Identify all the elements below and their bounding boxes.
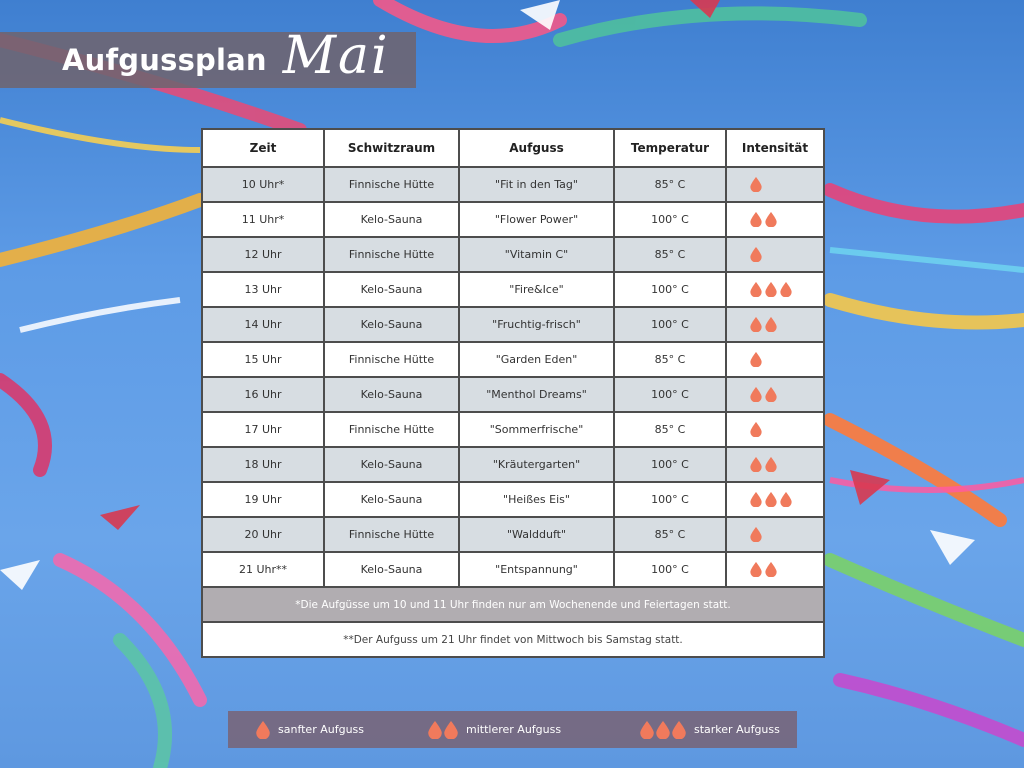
drop-icon-group xyxy=(727,422,823,437)
cell-zeit: 16 Uhr xyxy=(202,377,324,412)
cell-aufguss: "Garden Eden" xyxy=(459,342,614,377)
drop-icon xyxy=(428,721,442,739)
intensity-legend xyxy=(228,711,797,748)
drop-icon xyxy=(750,457,762,472)
legend-label: starker Aufguss xyxy=(694,723,780,736)
aufguss-schedule-table xyxy=(201,128,825,658)
drop-icon xyxy=(750,247,762,262)
cell-schwitzraum: Kelo-Sauna xyxy=(324,377,459,412)
legend-item-mittel xyxy=(428,721,561,739)
header-zeit: Zeit xyxy=(202,129,324,167)
table-row xyxy=(202,307,824,342)
cell-intensitaet xyxy=(726,447,824,482)
cell-temperatur: 85° C xyxy=(614,412,726,447)
cell-schwitzraum: Finnische Hütte xyxy=(324,412,459,447)
cell-intensitaet xyxy=(726,517,824,552)
cell-zeit: 17 Uhr xyxy=(202,412,324,447)
cell-temperatur: 85° C xyxy=(614,342,726,377)
drop-icon xyxy=(765,387,777,402)
drop-icon xyxy=(750,387,762,402)
drop-icon-group xyxy=(727,317,823,332)
cell-aufguss: "Sommerfrische" xyxy=(459,412,614,447)
cell-aufguss: "Fit in den Tag" xyxy=(459,167,614,202)
cell-zeit: 13 Uhr xyxy=(202,272,324,307)
footnote-weekend: *Die Aufgüsse um 10 und 11 Uhr finden nur am Wochenende und Feiertagen statt. xyxy=(202,587,824,622)
drop-icon xyxy=(765,492,777,507)
cell-temperatur: 100° C xyxy=(614,377,726,412)
drop-icon-group xyxy=(727,527,823,542)
drop-icon xyxy=(750,492,762,507)
legend-label: sanfter Aufguss xyxy=(278,723,365,736)
cell-schwitzraum: Kelo-Sauna xyxy=(324,202,459,237)
drop-icon xyxy=(256,721,270,739)
cell-aufguss: "Heißes Eis" xyxy=(459,482,614,517)
drop-icon-group xyxy=(727,352,823,367)
drop-icon xyxy=(780,282,792,297)
cell-intensitaet xyxy=(726,552,824,587)
cell-aufguss: "Fruchtig-frisch" xyxy=(459,307,614,342)
cell-temperatur: 100° C xyxy=(614,272,726,307)
table-header-row xyxy=(202,129,824,167)
cell-zeit: 18 Uhr xyxy=(202,447,324,482)
drop-icon xyxy=(672,721,686,739)
drop-icon xyxy=(765,317,777,332)
drop-icon xyxy=(750,562,762,577)
drop-icon xyxy=(656,721,670,739)
header-intensitaet: Intensität xyxy=(726,129,824,167)
cell-temperatur: 100° C xyxy=(614,202,726,237)
drop-icon xyxy=(765,457,777,472)
cell-zeit: 20 Uhr xyxy=(202,517,324,552)
header-temperatur: Temperatur xyxy=(614,129,726,167)
cell-schwitzraum: Finnische Hütte xyxy=(324,517,459,552)
legend-item-sanft xyxy=(256,721,364,739)
table-row xyxy=(202,342,824,377)
drop-icon xyxy=(780,492,792,507)
cell-schwitzraum: Finnische Hütte xyxy=(324,167,459,202)
footnote-row-1 xyxy=(202,587,824,622)
drop-icon xyxy=(444,721,458,739)
drop-icon-group xyxy=(727,212,823,227)
cell-temperatur: 100° C xyxy=(614,482,726,517)
legend-item-stark xyxy=(640,721,780,739)
cell-intensitaet xyxy=(726,272,824,307)
cell-zeit: 14 Uhr xyxy=(202,307,324,342)
header-schwitzraum: Schwitzraum xyxy=(324,129,459,167)
drop-icon xyxy=(750,527,762,542)
cell-intensitaet xyxy=(726,482,824,517)
cell-temperatur: 100° C xyxy=(614,552,726,587)
cell-aufguss: "Entspannung" xyxy=(459,552,614,587)
table-row xyxy=(202,237,824,272)
cell-schwitzraum: Finnische Hütte xyxy=(324,342,459,377)
cell-schwitzraum: Kelo-Sauna xyxy=(324,447,459,482)
cell-zeit: 12 Uhr xyxy=(202,237,324,272)
cell-intensitaet xyxy=(726,342,824,377)
table-row xyxy=(202,552,824,587)
cell-aufguss: "Vitamin C" xyxy=(459,237,614,272)
drop-icon xyxy=(765,212,777,227)
drop-icon-group xyxy=(727,282,823,297)
table-row xyxy=(202,412,824,447)
drop-icon xyxy=(640,721,654,739)
legend-label: mittlerer Aufguss xyxy=(466,723,562,736)
table-row xyxy=(202,377,824,412)
drop-icon-group xyxy=(727,387,823,402)
cell-intensitaet xyxy=(726,307,824,342)
cell-aufguss: "Flower Power" xyxy=(459,202,614,237)
cell-temperatur: 85° C xyxy=(614,517,726,552)
table-row xyxy=(202,202,824,237)
cell-aufguss: "Menthol Dreams" xyxy=(459,377,614,412)
cell-aufguss: "Fire&Ice" xyxy=(459,272,614,307)
cell-schwitzraum: Finnische Hütte xyxy=(324,237,459,272)
drop-icon xyxy=(750,177,762,192)
cell-zeit: 10 Uhr* xyxy=(202,167,324,202)
header-aufguss: Aufguss xyxy=(459,129,614,167)
cell-temperatur: 85° C xyxy=(614,237,726,272)
table-row xyxy=(202,517,824,552)
table-row xyxy=(202,272,824,307)
table-row xyxy=(202,482,824,517)
drop-icon-group xyxy=(727,177,823,192)
cell-intensitaet xyxy=(726,202,824,237)
drop-icon xyxy=(750,317,762,332)
title-bar xyxy=(0,26,416,88)
cell-temperatur: 85° C xyxy=(614,167,726,202)
drop-icon-group xyxy=(428,721,458,739)
cell-schwitzraum: Kelo-Sauna xyxy=(324,307,459,342)
cell-zeit: 11 Uhr* xyxy=(202,202,324,237)
table-row xyxy=(202,447,824,482)
month-title: Mai xyxy=(282,26,390,86)
drop-icon-group xyxy=(727,457,823,472)
cell-intensitaet xyxy=(726,377,824,412)
drop-icon xyxy=(750,282,762,297)
cell-intensitaet xyxy=(726,237,824,272)
cell-aufguss: "Waldduft" xyxy=(459,517,614,552)
drop-icon-group xyxy=(727,492,823,507)
drop-icon-group xyxy=(727,247,823,262)
cell-aufguss: "Kräutergarten" xyxy=(459,447,614,482)
cell-schwitzraum: Kelo-Sauna xyxy=(324,482,459,517)
cell-schwitzraum: Kelo-Sauna xyxy=(324,552,459,587)
footnote-21-uhr: **Der Aufguss um 21 Uhr findet von Mittwoch bis Samstag statt. xyxy=(202,622,824,657)
drop-icon-group xyxy=(256,721,270,739)
page-title: Aufgussplan xyxy=(62,43,267,77)
drop-icon-group xyxy=(727,562,823,577)
drop-icon xyxy=(750,422,762,437)
cell-temperatur: 100° C xyxy=(614,307,726,342)
cell-zeit: 21 Uhr** xyxy=(202,552,324,587)
drop-icon xyxy=(750,352,762,367)
cell-intensitaet xyxy=(726,167,824,202)
drop-icon xyxy=(765,282,777,297)
cell-zeit: 15 Uhr xyxy=(202,342,324,377)
cell-schwitzraum: Kelo-Sauna xyxy=(324,272,459,307)
cell-intensitaet xyxy=(726,412,824,447)
footnote-row-2 xyxy=(202,622,824,657)
drop-icon xyxy=(765,562,777,577)
drop-icon-group xyxy=(640,721,686,739)
table-row xyxy=(202,167,824,202)
cell-zeit: 19 Uhr xyxy=(202,482,324,517)
cell-temperatur: 100° C xyxy=(614,447,726,482)
drop-icon xyxy=(750,212,762,227)
